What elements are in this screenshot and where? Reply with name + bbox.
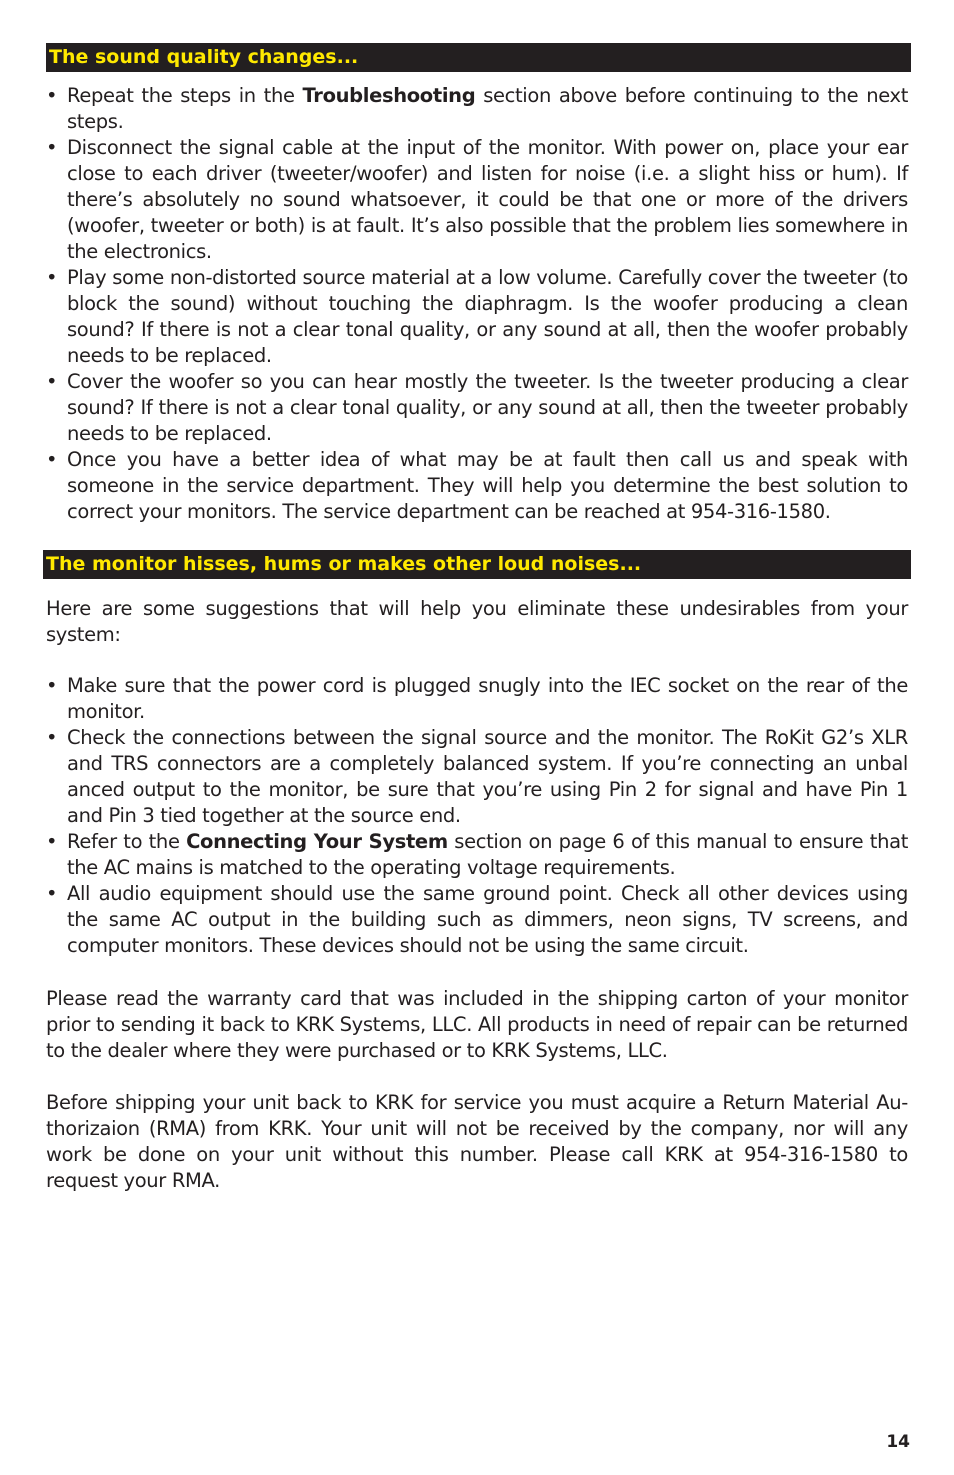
list-item (46, 447, 908, 525)
rma-paragraph: Before shipping your unit back to KRK for service you must acquire a Return Material Au-thorizaion (RMA) from KRK. Your unit will not be received by the company, nor will any work be done on your unit without this number. Please call KRK at 954-316-1580 to request your RMA. (46, 1091, 908, 1192)
list-item (46, 829, 908, 881)
section-heading-sound-quality: The sound quality changes... (46, 43, 911, 72)
bullet-text: section on page 6 of this manual to ensure that the AC mains is matched to the operating voltage requirements. (67, 830, 908, 879)
sound-quality-bullet-list (46, 83, 908, 525)
bullet-bold-text: Troubleshooting (302, 84, 476, 107)
bullet-text: Play some non-distorted source material at a low volume. Carefully cover the tweeter (to block the sound) without touching the diaphragm. Is the woofer producing a clean sound? If there is not a clear tonal quality, or any sound at all, then the woofer probably needs to be replaced. (67, 266, 908, 367)
list-item (46, 673, 908, 725)
bullet-text: Make sure that the power cord is plugged snugly into the IEC socket on the rear of the monitor. (67, 674, 908, 723)
list-item (46, 83, 908, 135)
page-number: 14 (886, 1432, 910, 1452)
hiss-hum-bullet-list (46, 673, 908, 959)
bullet-glyph: • (46, 726, 58, 749)
bullet-glyph: • (46, 674, 58, 697)
bullet-text: Cover the woofer so you can hear mostly the tweeter. Is the tweeter producing a clear sound? If there is not a clear tonal quality, or any sound at all, then the tweeter probably needs to be replaced. (67, 370, 908, 445)
list-item (46, 725, 908, 829)
bullet-glyph: • (46, 370, 58, 393)
list-item (46, 135, 908, 265)
section-heading-hiss-hum: The monitor hisses, hums or makes other loud noises... (43, 550, 911, 579)
bullet-text: Repeat the steps in the (67, 84, 303, 107)
bullet-glyph: • (46, 830, 58, 853)
bullet-text: Once you have a better idea of what may be at fault then call us and speak with someone in the service department. They will help you determine the best solution to correct your monitors. The service department can be reached at 954-316-1580. (67, 448, 908, 523)
bullet-glyph: • (46, 136, 58, 159)
bullet-text: Check the connections between the signal source and the monitor. The RoKit G2’s XLR and TRS connectors are a completely balanced system. If you’re connecting an unbal anced output to the monitor, be sure that you’re using Pin 2 for signal and have Pin 1 and Pin 3 tied together at the source end. (67, 726, 908, 827)
bullet-glyph: • (46, 84, 58, 107)
bullet-glyph: • (46, 266, 58, 289)
bullet-glyph: • (46, 448, 58, 471)
warranty-paragraph: Please read the warranty card that was included in the shipping carton of your monitor prior to sending it back to KRK Systems, LLC. All products in need of repair can be returned to the dealer where they were purchased or to KRK Systems, LLC. (46, 987, 908, 1062)
bullet-glyph: • (46, 882, 58, 905)
bullet-text: section above before continuing to the next steps. (67, 84, 908, 133)
bullet-text: Disconnect the signal cable at the input of the monitor. With power on, place your ear close to each driver (tweeter/woofer) and listen for noise (i.e. a slight hiss or hum). If there’s absolutely no sound whatsoever, it could be that one or more of the drivers (woofer, tweeter or both) is at fault. It’s also possible that the problem lies somewhere in the electronics. (67, 136, 908, 263)
bullet-text: Refer to the (67, 830, 187, 853)
list-item (46, 369, 908, 447)
bullet-text: All audio equipment should use the same ground point. Check all other devices using the same AC output in the building such as dimmers, neon signs, TV screens, and computer monitors. These devices should not be using the same circuit. (67, 882, 908, 957)
bullet-bold-text: Connecting Your System (186, 830, 448, 853)
list-item (46, 265, 908, 369)
list-item (46, 881, 908, 959)
hiss-hum-intro-paragraph: Here are some suggestions that will help you eliminate these undesirables from your system: (46, 597, 908, 646)
